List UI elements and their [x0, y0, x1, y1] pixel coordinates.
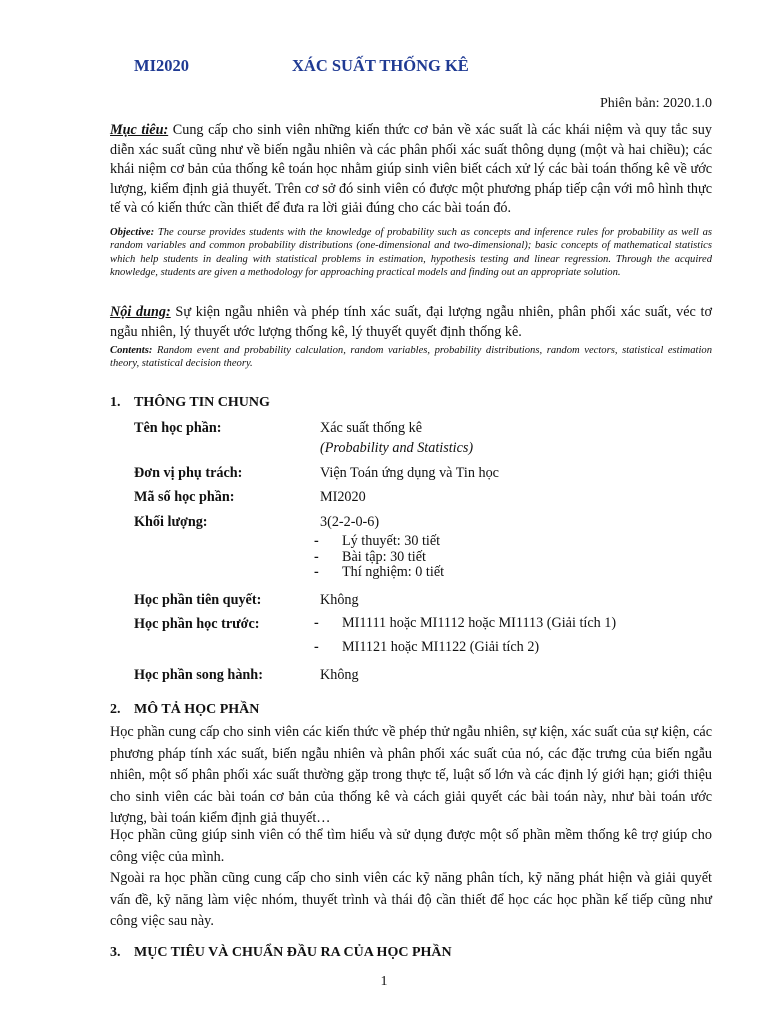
prior-course-value-2: MI1121 hoặc MI1122 (Giải tích 2)	[342, 639, 540, 655]
page-number: 1	[380, 974, 388, 989]
section-2-title: MÔ TẢ HỌC PHẦN	[134, 702, 260, 717]
content-vi	[110, 303, 712, 342]
list-item: - Lý thuyết: 30 tiết	[314, 533, 441, 549]
load-value: 3(2-2-0-6)	[320, 514, 380, 530]
list-item: - Bài tập: 30 tiết	[314, 548, 426, 565]
course-header	[134, 56, 694, 80]
course-code-value: MI2020	[320, 489, 366, 505]
course-name-label: Tên học phần:	[134, 420, 222, 436]
version-label: Phiên bản: 2020.1.0	[600, 96, 712, 111]
section-1-title: THÔNG TIN CHUNG	[134, 395, 270, 410]
course-title: XÁC SUẤT THỐNG KÊ	[292, 56, 469, 75]
prior-course-item-1: - MI1111 hoặc MI1112 hoặc MI1113 (Giải tích 1)	[314, 615, 617, 631]
objective-vi	[110, 121, 712, 219]
objective-en	[110, 226, 712, 280]
list-item: - Thí nghiệm: 0 tiết	[314, 564, 445, 580]
course-name-en-value: (Probability and Statistics)	[320, 440, 474, 456]
content-vi-text: Sự kiện ngẫu nhiên và phép tính xác suất, đại lượng ngẫu nhiên, phân phối xác suất, véc tơ ngẫu nhiên, lý thuyết ước lượng thống kê, lý thuyết quyết định thống kê.	[110, 304, 712, 340]
load-theory: Lý thuyết: 30 tiết	[342, 533, 441, 549]
content-en-text: Random event and probability calculation, random variables, probability distributions, random vectors, statistical estimation theory, statistical decision theory.	[110, 345, 712, 370]
description-paragraph-3: Ngoài ra học phần cũng cung cấp cho sinh viên các kỹ năng phân tích, kỹ năng phát hiện và giải quyết vấn đề, kỹ năng làm việc nhóm, thuyết trình và thái độ cần thiết để học các học phần kế tiếp cũng như công việc sau này.	[110, 870, 712, 930]
content-en	[110, 344, 712, 371]
load-label: Khối lượng:	[134, 514, 208, 530]
objective-en-text: The course provides students with the knowledge of probability such as concepts and inference rules for probability as well as random variables and common probability distributions (one-dimensional and two-dimensional); basic concepts of mathematical statistics which help students in dealing with statistical problems in estimation, hypothesis testing and linear regression. Through the acquired knowledge, students are given a methodology for approaching practical models and finding out an appropriate solution.	[110, 227, 712, 279]
objective-vi-label: Mục tiêu:	[110, 122, 169, 138]
description-paragraph-1: Học phần cung cấp cho sinh viên các kiến thức về phép thử ngẫu nhiên, sự kiện, xác suất của sự kiện, các phương pháp tính xác suất, biến ngẫu nhiên và phân phối xác suất của nó, các đặc trưng của biến ngẫu nhiên, một số phân phối xác suất thường gặp trong thực tế, luật số lớn và các định lý giới hạn; giới thiệu cho sinh viên các bài toán cơ bản của thống kê và cách giải quyết các bài toán này, như bài toán ước lượng, bài toán kiểm định giả thuyết…	[110, 724, 712, 827]
course-name-value: Xác suất thống kê	[320, 420, 423, 436]
section-3-number: 3.	[110, 945, 121, 960]
section-3-title: MỤC TIÊU VÀ CHUẨN ĐẦU RA CỦA HỌC PHẦN	[134, 945, 452, 960]
content-vi-label: Nội dung:	[110, 304, 171, 320]
content-en-label: Contents:	[110, 345, 153, 356]
prior-course-label: Học phần học trước:	[134, 616, 260, 632]
load-breakdown-list	[314, 534, 444, 581]
unit-value: Viện Toán ứng dụng và Tin học	[320, 465, 499, 481]
prior-course-value-1: MI1111 hoặc MI1112 hoặc MI1113 (Giải tích 1)	[342, 615, 617, 631]
prerequisite-value: Không	[320, 592, 359, 608]
section-3-heading	[110, 945, 452, 961]
section-2-heading	[110, 702, 259, 718]
prerequisite-label: Học phần tiên quyết:	[134, 592, 262, 608]
parallel-course-label: Học phần song hành:	[134, 667, 263, 683]
prior-course-item-2: - MI1121 hoặc MI1122 (Giải tích 2)	[314, 639, 540, 655]
section-2-number: 2.	[110, 702, 121, 717]
load-exercise: Bài tập: 30 tiết	[342, 548, 426, 565]
parallel-course-value: Không	[320, 667, 359, 683]
course-code: MI2020	[134, 56, 189, 75]
objective-vi-text: Cung cấp cho sinh viên những kiến thức cơ bản về xác suất là các khái niệm và quy tắc suy diễn xác suất cũng như về biến ngẫu nhiên và các phân phối xác suất thông dụng (một và hai chiều); các khái niệm cơ bản của thống kê toán học nhằm giúp sinh viên biết cách xử lý các bài toán thống kê về ước lượng, kiểm định giả thuyết. Trên cơ sở đó sinh viên có được một phương pháp tiếp cận với mô hình thực tế và có kiến thức cần thiết để đưa ra lời giải đúng cho các bài toán đó.	[110, 122, 712, 217]
unit-label: Đơn vị phụ trách:	[134, 465, 243, 481]
course-code-label: Mã số học phần:	[134, 489, 235, 505]
section-1-number: 1.	[110, 395, 121, 410]
load-lab: Thí nghiệm: 0 tiết	[342, 564, 445, 580]
section-1-heading	[110, 395, 270, 411]
description-paragraph-2: Học phần cũng giúp sinh viên có thể tìm hiểu và sử dụng được một số phần mềm thống kê trợ giúp cho công việc của mình.	[110, 827, 712, 865]
objective-en-label: Objective:	[110, 227, 155, 238]
